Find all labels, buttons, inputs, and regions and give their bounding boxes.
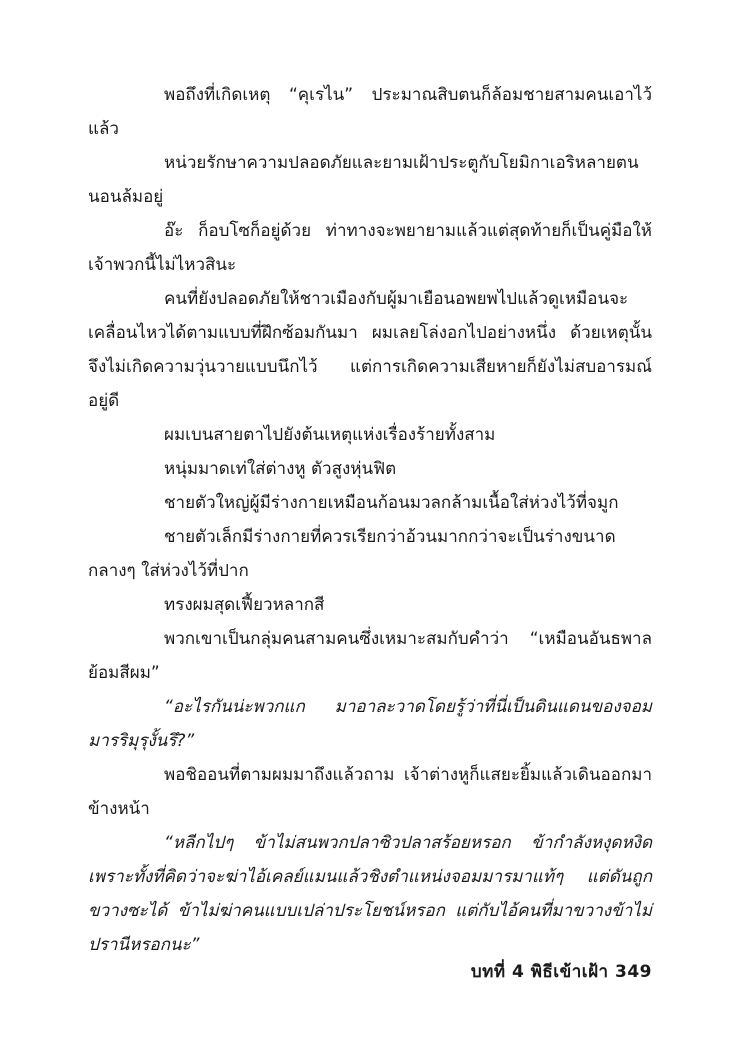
paragraph: ทรงผมสุดเฟี้ยวหลากสี [164, 595, 325, 615]
paragraph: พอชิออนที่ตามผมมาถึงแล้วถาม เจ้าต่างหูก็แสยะยิ้มแล้วเดินออกมาข้างหน้า [88, 765, 652, 819]
paragraph: ชายตัวเล็กมีร่างกายที่ควรเรียกว่าอ้วนมากกว่าจะเป็นร่างขนาดกลางๆ ใส่ห่วงไว้ที่ปาก [88, 527, 616, 581]
paragraph: พอถึงที่เกิดเหตุ “คุเรไน” ประมาณสิบตนก็ล้อมชายสามคนเอาไว้แล้ว [88, 85, 652, 139]
page-footer: บทที่ 4 พิธีเข้าเฝ้า 349 [470, 962, 652, 982]
paragraph: คนที่ยังปลอดภัยให้ชาวเมืองกับผู้มาเยือนอพยพไปแล้วดูเหมือนจะเคลื่อนไหวได้ตามแบบที่ฝึกซ้อมกันมา ผมเลยโล่งอกไปอย่างหนึ่ง ด้วยเหตุนั้นจึงไม่เกิดความวุ่นวายแบบนึกไว้ แต่การเกิดความเสียหายก็ยังไม่สบอารมณ์อยู่ดี [88, 289, 652, 411]
dialogue-paragraph: “อะไรกันน่ะพวกแก มาอาละวาดโดยรู้ว่าที่นี่เป็นดินแดนของจอมมารริมุรุงั้นรึ?” [88, 697, 652, 751]
paragraph: ผมเบนสายตาไปยังต้นเหตุแห่งเรื่องร้ายทั้งสาม [164, 425, 496, 445]
body-text [88, 78, 652, 962]
paragraph: ชายตัวใหญ่ผู้มีร่างกายเหมือนก้อนมวลกล้ามเนื้อใส่ห่วงไว้ที่จมูก [164, 493, 619, 513]
paragraph: หน่วยรักษาความปลอดภัยและยามเฝ้าประตูกับโยมิกาเอริหลายตนนอนล้มอยู่ [88, 153, 639, 207]
paragraph: อ๊ะ ก็อบโซก็อยู่ด้วย ท่าทางจะพยายามแล้วแต่สุดท้ายก็เป็นคู่มือให้เจ้าพวกนี้ไม่ไหวสินะ [88, 221, 652, 275]
dialogue-paragraph: “หลีกไปๆ ข้าไม่สนพวกปลาซิวปลาสร้อยหรอก ข้ากำลังหงุดหงิดเพราะทั้งที่คิดว่าจะฆ่าไอ้เคลย์แมนแล้วชิงตำแหน่งจอมมารมาแท้ๆ แต่ดันถูกขวางซะได้ ข้าไม่ฆ่าคนแบบเปล่าประโยชน์หรอก แต่กับไอ้คนที่มาขวางข้าไม่ปรานีหรอกนะ” [88, 833, 652, 955]
paragraph: หนุ่มมาดเท่ใส่ต่างหู ตัวสูงหุ่นฟิต [164, 459, 397, 479]
paragraph: พวกเขาเป็นกลุ่มคนสามคนซึ่งเหมาะสมกับคำว่า “เหมือนอันธพาลย้อมสีผม” [88, 629, 652, 683]
